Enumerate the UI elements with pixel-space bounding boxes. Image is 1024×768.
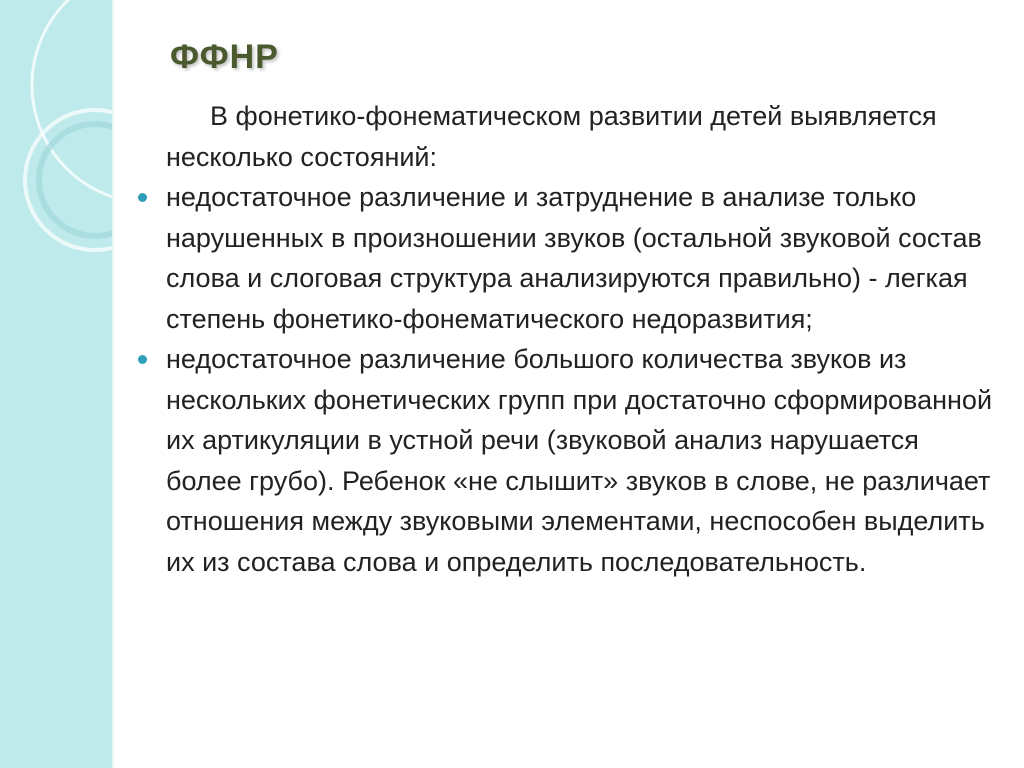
slide-title: ФФНР (170, 38, 279, 76)
bullet-item-1 (138, 177, 998, 339)
bullet-item-2 (138, 339, 998, 582)
slide-content (138, 96, 998, 582)
decorative-circles (0, 0, 112, 768)
side-band-edge (112, 0, 114, 768)
bullet-dot-icon (138, 355, 147, 364)
bullet-text-1: недостаточное различение и затруднение в анализе только нарушенных в произношении звуков (остальной звуковой состав слова и слоговая структура анализируются правильно) - легкая степень фонетико-фонематического недоразвития; (166, 182, 982, 334)
bullet-text-2: недостаточное различение большого количества звуков из нескольких фонетических групп при достаточно сформированной их артикуляции в устной речи (звуковой анализ нарушается более грубо). Ребенок «не слышит» звуков в слове, не различает отношения между звуковыми элементами, неспособен выделить их из состава слова и определить последовательность. (166, 344, 993, 577)
decorative-side-band (0, 0, 112, 768)
intro-paragraph: В фонетико-фонематическом развитии детей выявляется несколько состояний: (166, 101, 937, 172)
bullet-dot-icon (138, 193, 147, 202)
